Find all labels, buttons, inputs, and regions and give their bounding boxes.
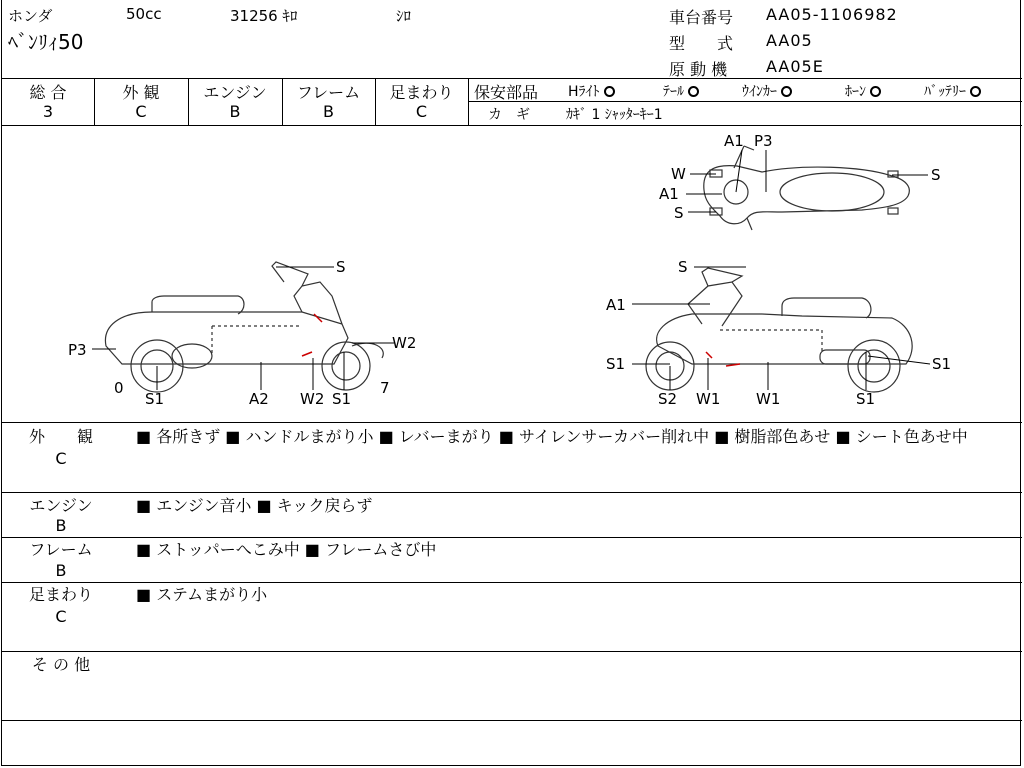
engine-label: 原 動 機 (669, 60, 728, 79)
damage-marks (302, 314, 740, 366)
damage-diagram (2, 126, 1022, 422)
mileage-value: 31256 (230, 7, 278, 25)
left-side-scooter (105, 262, 383, 392)
label-s1-left-a: S1 (145, 390, 165, 408)
top-view-scooter (704, 146, 910, 230)
safety-item-label: ﾃｰﾙ (663, 84, 684, 100)
grade-frame-value: B (323, 102, 334, 121)
divider (2, 720, 1022, 721)
maker: ホンダ (8, 7, 53, 25)
safety-item-battery (924, 81, 981, 101)
section-engine-title: エンジン (29, 496, 93, 515)
circle-mark-icon (604, 86, 615, 97)
safety-item-tail (663, 81, 699, 101)
displacement: 50cc (126, 5, 162, 23)
color: ｼﾛ (396, 7, 412, 25)
label-seven: 7 (380, 379, 390, 397)
safety-item-winker (742, 81, 792, 101)
grade-engine-value: B (229, 102, 241, 121)
label-zero: 0 (114, 379, 124, 397)
divider (2, 78, 1022, 79)
inspection-sheet (1, 0, 1021, 766)
label-a1-left: A1 (659, 185, 679, 203)
label-w1-b: W1 (756, 390, 781, 408)
leader-lines (92, 150, 930, 390)
label-a2: A2 (249, 390, 269, 408)
label-s-left-view: S (336, 258, 346, 276)
section-frame-grade: B (55, 561, 67, 580)
circle-mark-icon (870, 86, 881, 97)
label-s1-right-right: S1 (932, 355, 952, 373)
safety-item-label: ﾊﾞｯﾃﾘｰ (924, 84, 966, 100)
divider (468, 78, 469, 125)
grade-frame-label: フレーム (296, 83, 361, 102)
model-name: ﾍﾞﾝﾘｨ50 (8, 30, 84, 54)
divider (2, 582, 1022, 583)
label-a1-top: A1 (724, 132, 744, 150)
section-frame-title: フレーム (29, 540, 93, 559)
section-exterior-text: ■ 各所きず ■ ハンドルまがり小 ■ レバーまがり ■ サイレンサーカバー削れ中 ■ 樹脂部色あせ ■ シート色あせ中 (136, 427, 968, 446)
label-p3-left-view: P3 (68, 341, 87, 359)
safety-item-headlight (568, 81, 615, 101)
label-s1-right-left: S1 (606, 355, 626, 373)
section-frame-text: ■ ストッパーへこみ中 ■ フレームさび中 (136, 540, 437, 559)
mileage-unit: ｷﾛ (282, 7, 298, 25)
section-other-title: そ の 他 (31, 655, 91, 674)
section-suspension-grade: C (55, 607, 67, 626)
engine-value: AA05E (766, 57, 824, 76)
grade-suspension-value: C (415, 102, 428, 121)
circle-mark-icon (688, 86, 699, 97)
grade-exterior-value: C (135, 102, 147, 121)
section-exterior-grade: C (55, 449, 67, 468)
grade-overall-value: 3 (42, 102, 54, 121)
grade-exterior-label: 外 観 (122, 83, 160, 102)
label-s-right-view: S (678, 258, 688, 276)
frame-number: AA05-1106982 (766, 5, 898, 24)
right-side-scooter (646, 268, 912, 392)
label-a1-right-view: A1 (606, 296, 626, 314)
grade-engine-label: エンジン (203, 83, 267, 102)
key-label: カ ギ (488, 107, 530, 123)
divider (2, 422, 1022, 423)
safety-item-label: ﾎｰﾝ (845, 84, 866, 100)
type-value: AA05 (766, 31, 813, 50)
divider (2, 537, 1022, 538)
label-w1-a: W1 (696, 390, 721, 408)
label-s-right-top: S (931, 166, 941, 184)
divider (468, 101, 1022, 102)
grade-suspension-label: 足まわり (389, 83, 454, 102)
label-s1-left-b: S1 (332, 390, 352, 408)
label-s-left-top: S (674, 204, 684, 222)
divider (2, 492, 1022, 493)
label-w-top: W (671, 165, 686, 183)
label-p3-top: P3 (754, 132, 773, 150)
section-exterior-title: 外 観 (28, 427, 93, 446)
section-suspension-title: 足まわり (28, 585, 93, 604)
label-s1-right-bottom: S1 (856, 390, 876, 408)
mileage (230, 5, 298, 26)
label-w2-bottom: W2 (300, 390, 325, 408)
section-engine-text: ■ エンジン音小 ■ キック戻らず (136, 496, 373, 515)
frame-number-label: 車台番号 (669, 8, 734, 27)
safety-item-label: Hﾗｲﾄ (568, 84, 600, 100)
section-engine-grade: B (55, 516, 67, 535)
divider (2, 651, 1022, 652)
safety-item-label: ｳｲﾝｶｰ (742, 84, 777, 100)
circle-mark-icon (781, 86, 792, 97)
section-suspension-text: ■ ステムまがり小 (136, 585, 268, 604)
label-s2: S2 (658, 390, 678, 408)
type-label: 型 式 (669, 34, 734, 53)
label-w2-left-view: W2 (392, 334, 417, 352)
key-value: ｶｷﾞ 1 ｼｬｯﾀｰｷｰ1 (566, 107, 663, 123)
grade-overall-label: 総 合 (29, 83, 67, 102)
safety-item-horn (845, 81, 881, 101)
circle-mark-icon (970, 86, 981, 97)
safety-label: 保安部品 (474, 83, 539, 102)
